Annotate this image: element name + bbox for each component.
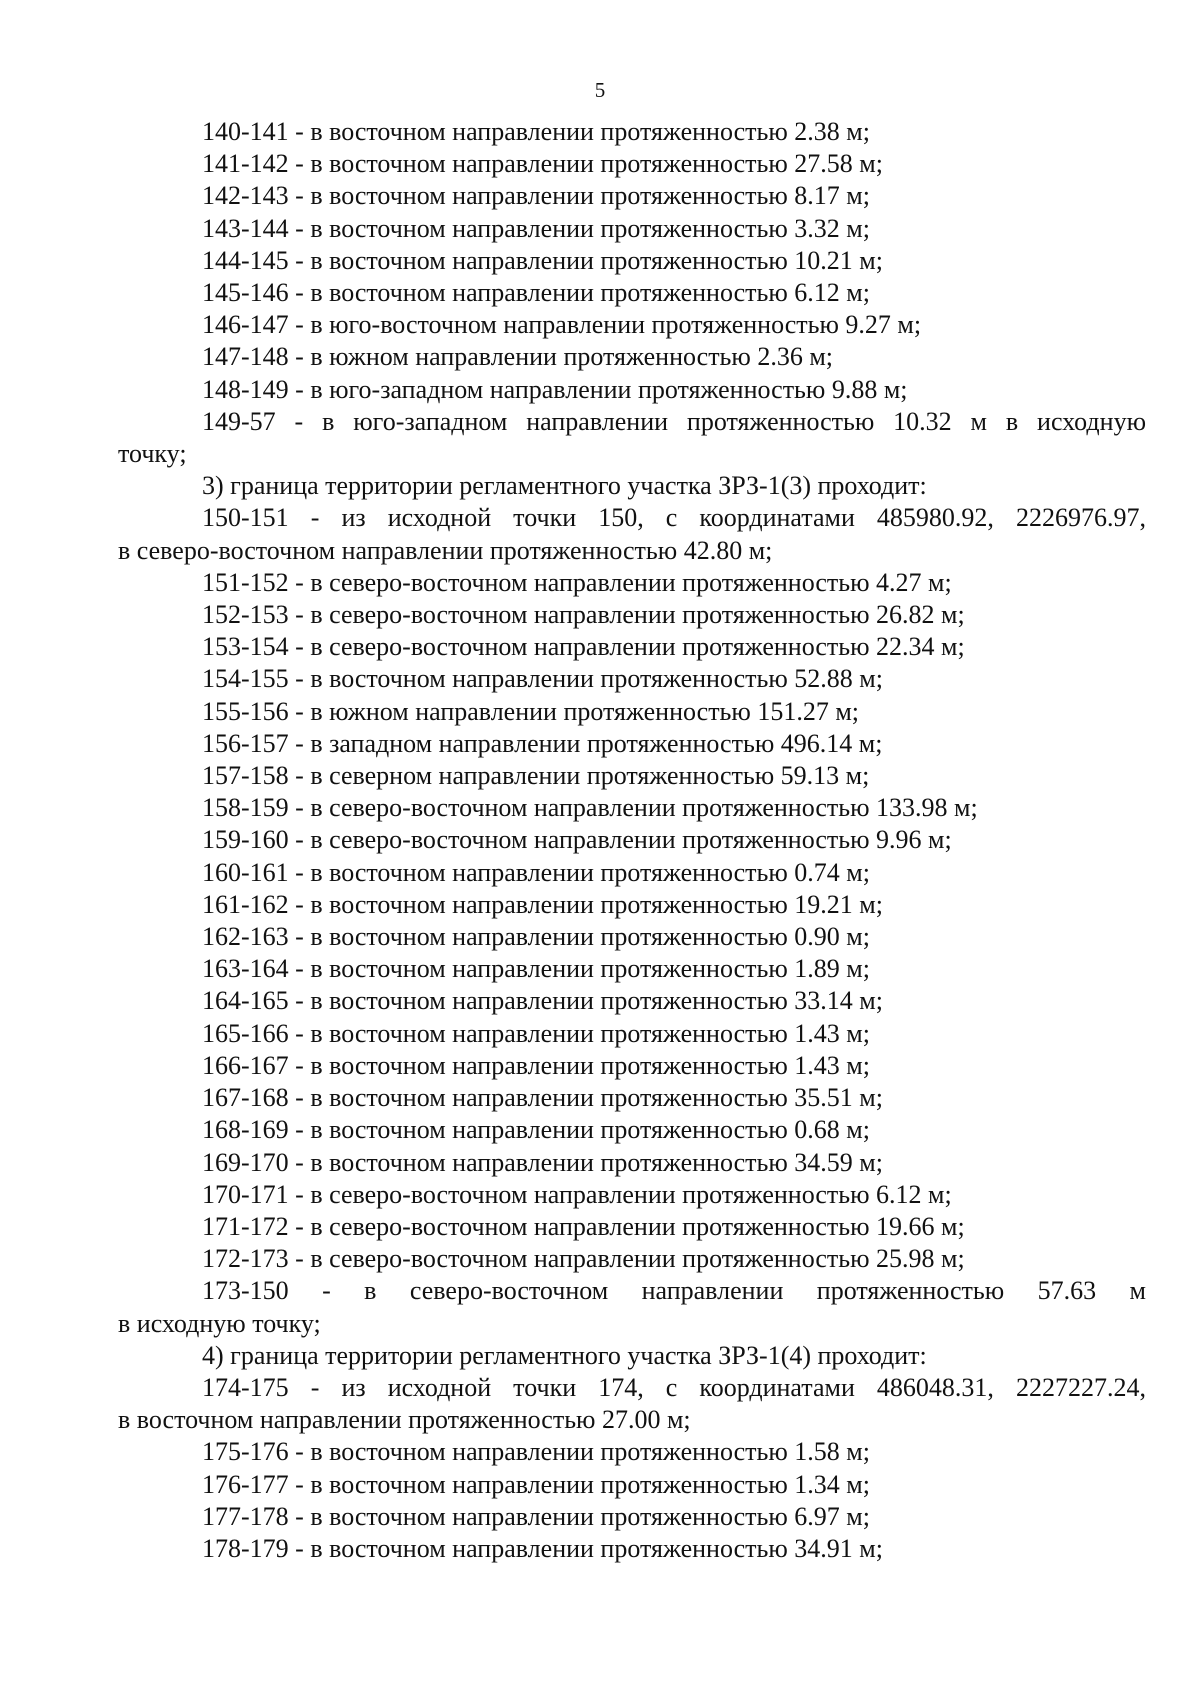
text-line: 144-145 - в восточном направлении протяженностью 10.21 м; [202,245,883,275]
text-line: 170-171 - в северо-восточном направлении протяженностью 6.12 м; [202,1179,952,1209]
text-line: 148-149 - в юго-западном направлении протяженностью 9.88 м; [202,374,908,404]
text-line: 173-150 - в северо-восточном направлении протяженностью 57.63 м [202,1276,1146,1306]
text-line: в восточном направлении протяженностью 27.00 м; [118,1405,691,1435]
text-line: 146-147 - в юго-восточном направлении протяженностью 9.27 м; [202,310,922,340]
text-line: 147-148 - в южном направлении протяженностью 2.36 м; [202,342,834,372]
text-line: 157-158 - в северном направлении протяженностью 59.13 м; [202,761,870,791]
page-number: 5 [594,78,606,102]
text-line: 149-57 - в юго-западном направлении протяженностью 10.32 м в исходную [202,406,1146,436]
text-line: 151-152 - в северо-восточном направлении протяженностью 4.27 м; [202,567,952,597]
section-heading: 3) граница территории регламентного участка ЗРЗ-1(3) проходит: [202,471,927,501]
text-line: 158-159 - в северо-восточном направлении протяженностью 133.98 м; [202,793,978,823]
text-line: 156-157 - в западном направлении протяженностью 496.14 м; [202,728,883,758]
text-line: 143-144 - в восточном направлении протяженностью 3.32 м; [202,213,870,243]
text-line: 168-169 - в восточном направлении протяженностью 0.68 м; [202,1115,870,1145]
text-line: 167-168 - в восточном направлении протяженностью 35.51 м; [202,1083,883,1113]
text-line: в северо-восточном направлении протяженностью 42.80 м; [118,535,773,565]
text-line: 162-163 - в восточном направлении протяженностью 0.90 м; [202,922,870,952]
text-line: 141-142 - в восточном направлении протяженностью 27.58 м; [202,149,883,179]
text-line: 172-173 - в северо-восточном направлении протяженностью 25.98 м; [202,1244,965,1274]
text-line: 153-154 - в северо-восточном направлении протяженностью 22.34 м; [202,632,965,662]
text-line: 175-176 - в восточном направлении протяженностью 1.58 м; [202,1437,870,1467]
text-line: 159-160 - в северо-восточном направлении протяженностью 9.96 м; [202,825,952,855]
text-line: 161-162 - в восточном направлении протяженностью 19.21 м; [202,889,883,919]
text-line: 174-175 - из исходной точки 174, с координатами 486048.31, 2227227.24, [202,1372,1146,1402]
text-line: 164-165 - в восточном направлении протяженностью 33.14 м; [202,986,883,1016]
text-line: 140-141 - в восточном направлении протяженностью 2.38 м; [202,117,870,146]
text-line: 142-143 - в восточном направлении протяженностью 8.17 м; [202,181,870,211]
text-line: 145-146 - в восточном направлении протяженностью 6.12 м; [202,278,870,308]
text-line: 177-178 - в восточном направлении протяженностью 6.97 м; [202,1501,870,1531]
text-line: 160-161 - в восточном направлении протяженностью 0.74 м; [202,857,870,887]
text-line: в исходную точку; [118,1308,321,1338]
text-line: 166-167 - в восточном направлении протяженностью 1.43 м; [202,1050,870,1080]
text-line: точку; [118,439,187,469]
text-line: 165-166 - в восточном направлении протяженностью 1.43 м; [202,1018,870,1048]
text-line: 152-153 - в северо-восточном направлении протяженностью 26.82 м; [202,600,965,630]
document-body [118,116,1146,1565]
text-line: 169-170 - в восточном направлении протяженностью 34.59 м; [202,1147,883,1177]
text-line: 163-164 - в восточном направлении протяженностью 1.89 м; [202,954,870,984]
text-line: 176-177 - в восточном направлении протяженностью 1.34 м; [202,1469,870,1499]
text-line: 155-156 - в южном направлении протяженностью 151.27 м; [202,696,860,726]
text-line: 150-151 - из исходной точки 150, с координатами 485980.92, 2226976.97, [202,503,1146,533]
text-line: 154-155 - в восточном направлении протяженностью 52.88 м; [202,664,883,694]
text-line: 178-179 - в восточном направлении протяженностью 34.91 м; [202,1533,883,1563]
text-line: 171-172 - в северо-восточном направлении протяженностью 19.66 м; [202,1211,965,1241]
section-heading: 4) граница территории регламентного участка ЗРЗ-1(4) проходит: [202,1340,927,1370]
